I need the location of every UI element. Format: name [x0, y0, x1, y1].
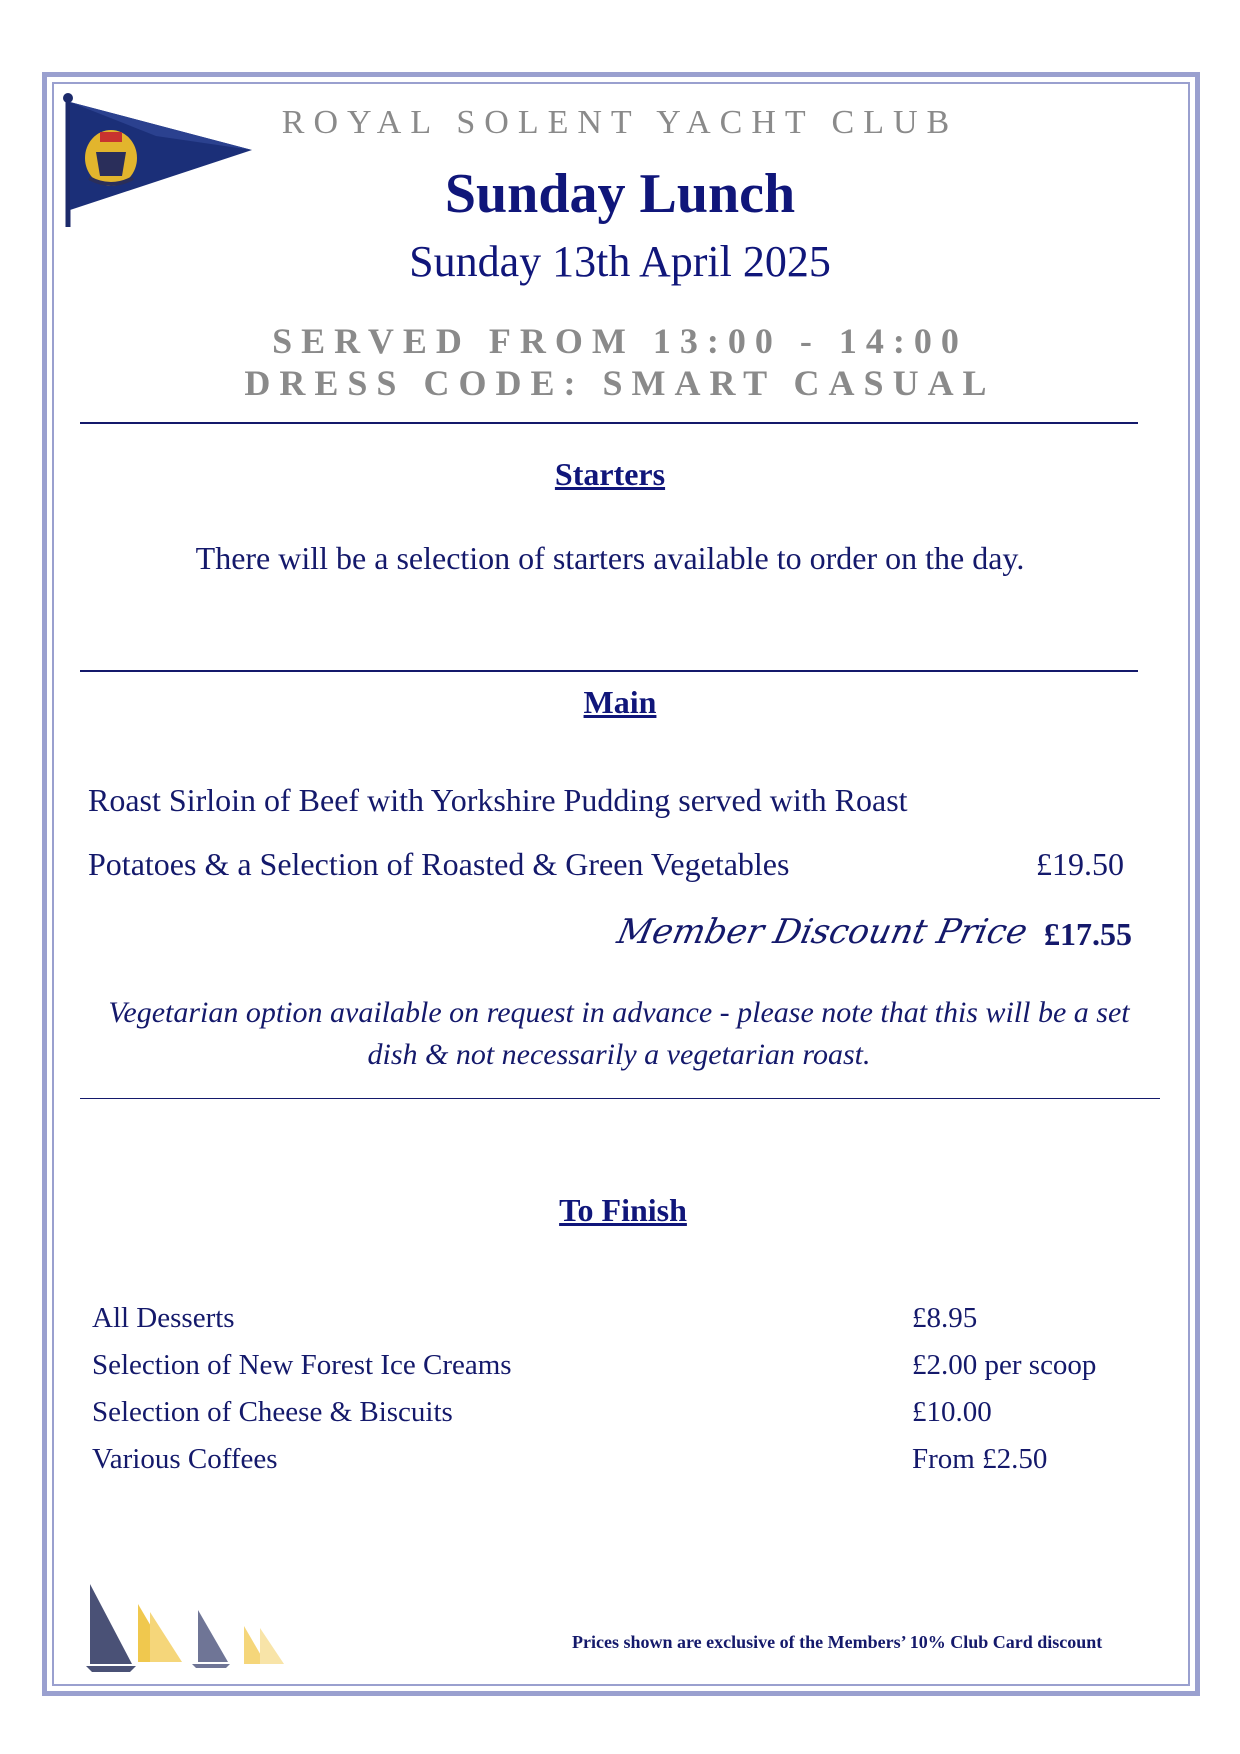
main-description-line1: Roast Sirloin of Beef with Yorkshire Pudding served with Roast [88, 782, 908, 818]
starters-text: There will be a selection of starters available to order on the day. [195, 540, 1025, 576]
main-price: £19.50 [1036, 846, 1124, 882]
finish-item-name: Selection of New Forest Ice Creams [92, 1349, 512, 1381]
starters-heading: Starters [554, 456, 666, 492]
finish-item-price: £2.00 per scoop [912, 1349, 1097, 1381]
service-times: SERVED FROM 13:00 - 14:00 [272, 321, 968, 361]
finish-item-price: £8.95 [912, 1302, 978, 1334]
divider-main [80, 1098, 1160, 1099]
discount-footnote: Prices shown are exclusive of the Members’ 10% Club Card discount [572, 1632, 1103, 1652]
finish-item-price: £10.00 [912, 1396, 992, 1428]
finish-item-name: All Desserts [92, 1302, 235, 1334]
sailboats-decoration [80, 1582, 300, 1674]
divider-top [80, 422, 1138, 424]
member-discount-label: Member Discount Price [613, 912, 1031, 952]
vegetarian-note-line2: dish & not necessarily a vegetarian roast. [367, 1038, 871, 1071]
finish-heading: To Finish [559, 1192, 687, 1228]
vegetarian-note-line1: Vegetarian option available on request in advance - please note that this will be a set [108, 996, 1130, 1029]
main-description-line2: Potatoes & a Selection of Roasted & Green Vegetables [88, 846, 790, 882]
main-heading: Main [583, 684, 657, 720]
divider-starters [80, 670, 1138, 672]
event-date: Sunday 13th April 2025 [409, 237, 831, 286]
page-title: Sunday Lunch [444, 163, 796, 225]
dress-code: DRESS CODE: SMART CASUAL [244, 363, 996, 403]
finish-item-name: Selection of Cheese & Biscuits [92, 1396, 453, 1428]
finish-item-price: From £2.50 [912, 1443, 1048, 1475]
member-discount-price: £17.55 [1044, 916, 1132, 952]
finish-item-name: Various Coffees [92, 1443, 278, 1475]
club-name: ROYAL SOLENT YACHT CLUB [281, 104, 959, 141]
